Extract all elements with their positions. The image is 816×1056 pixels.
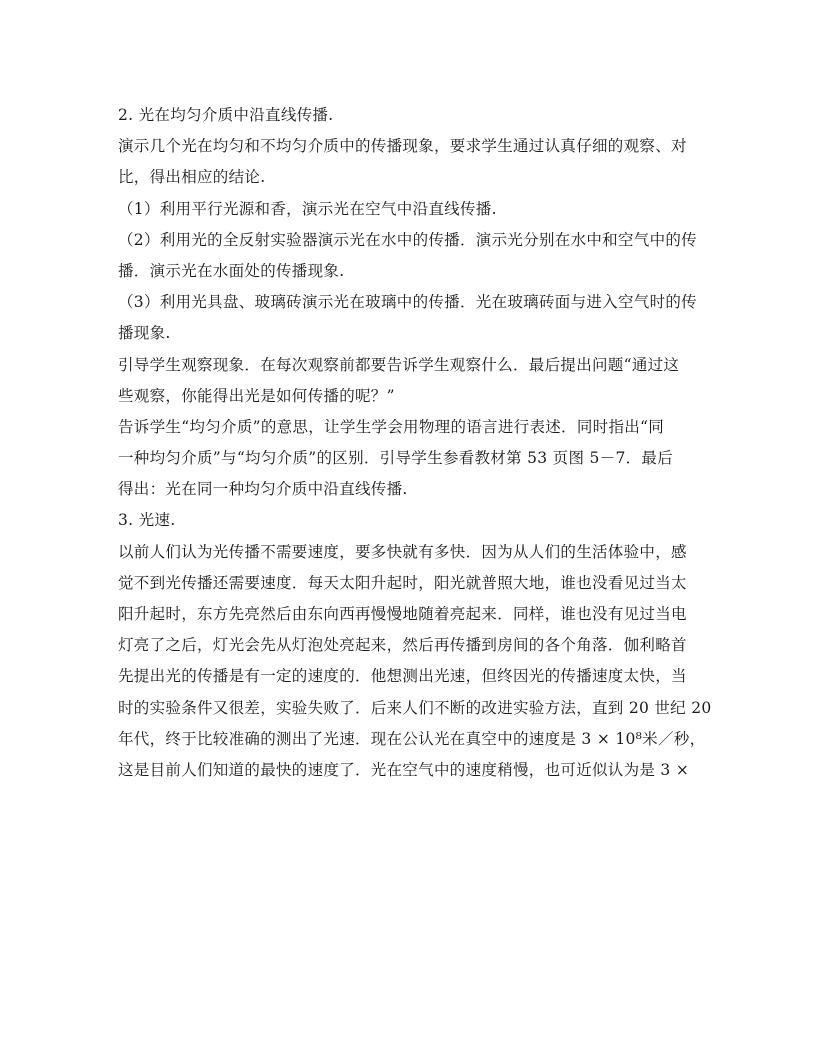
- section-heading-3: 3. 光速.: [118, 511, 176, 530]
- paragraph-line: 觉不到光传播还需要速度．每天太阳升起时，阳光就普照大地，谁也没看见过当太: [118, 573, 687, 592]
- document-page: [118, 100, 712, 786]
- list-item-3: （3）利用光具盘、玻璃砖演示光在玻璃中的传播．光在玻璃砖面与进入空气时的传: [118, 293, 697, 312]
- paragraph-line: 得出：光在同一种均匀介质中沿直线传播.: [118, 480, 408, 499]
- paragraph-line: 以前人们认为光传播不需要速度，要多快就有多快．因为从人们的生活体验中，感: [118, 542, 687, 561]
- paragraph-line: 些观察，你能得出光是如何传播的呢？”: [118, 386, 395, 405]
- paragraph-line: 灯亮了之后，灯光会先从灯泡处亮起来，然后再传播到房间的各个角落．伽利略首: [118, 636, 687, 655]
- paragraph-line: 演示几个光在均匀和不均匀介质中的传播现象，要求学生通过认真仔细的观察、对: [118, 137, 687, 156]
- paragraph-line: 年代，终于比较准确的测出了光速．现在公认光在真空中的速度是 3 × 10⁸米／秒，: [118, 729, 706, 748]
- paragraph-line: 时的实验条件又很差，实验失败了．后来人们不断的改进实验方法，直到 20 世纪 20: [118, 698, 712, 717]
- paragraph-line: 引导学生观察现象．在每次观察前都要告诉学生观察什么．最后提出问题“通过这: [118, 355, 680, 374]
- list-item-2: （2）利用光的全反射实验器演示光在水中的传播．演示光分别在水中和空气中的传: [118, 230, 697, 249]
- paragraph-line: 一种均匀介质”与“均匀介质”的区别．引导学生参看教材第 53 页图 5－7．最后: [118, 449, 674, 468]
- paragraph-line: 比，得出相应的结论.: [118, 168, 266, 187]
- paragraph-line: 这是目前人们知道的最快的速度了．光在空气中的速度稍慢，也可近似认为是 3 ×: [118, 760, 690, 779]
- paragraph-line: 阳升起时，东方先亮然后由东向西再慢慢地随着亮起来．同样，谁也没有见过当电: [118, 605, 687, 623]
- paragraph-line: 播现象.: [118, 324, 171, 343]
- paragraph-line: 先提出光的传播是有一定的速度的．他想测出光速，但终因光的传播速度太快，当: [118, 667, 687, 686]
- section-heading-2: 2. 光在均匀介质中沿直线传播.: [118, 106, 334, 124]
- paragraph-line: 告诉学生“均匀介质”的意思，让学生学会用物理的语言进行表述．同时指出“同: [118, 417, 665, 436]
- paragraph-line: 播．演示光在水面处的传播现象.: [118, 261, 345, 280]
- list-item-1: （1）利用平行光源和香，演示光在空气中沿直线传播.: [118, 199, 497, 218]
